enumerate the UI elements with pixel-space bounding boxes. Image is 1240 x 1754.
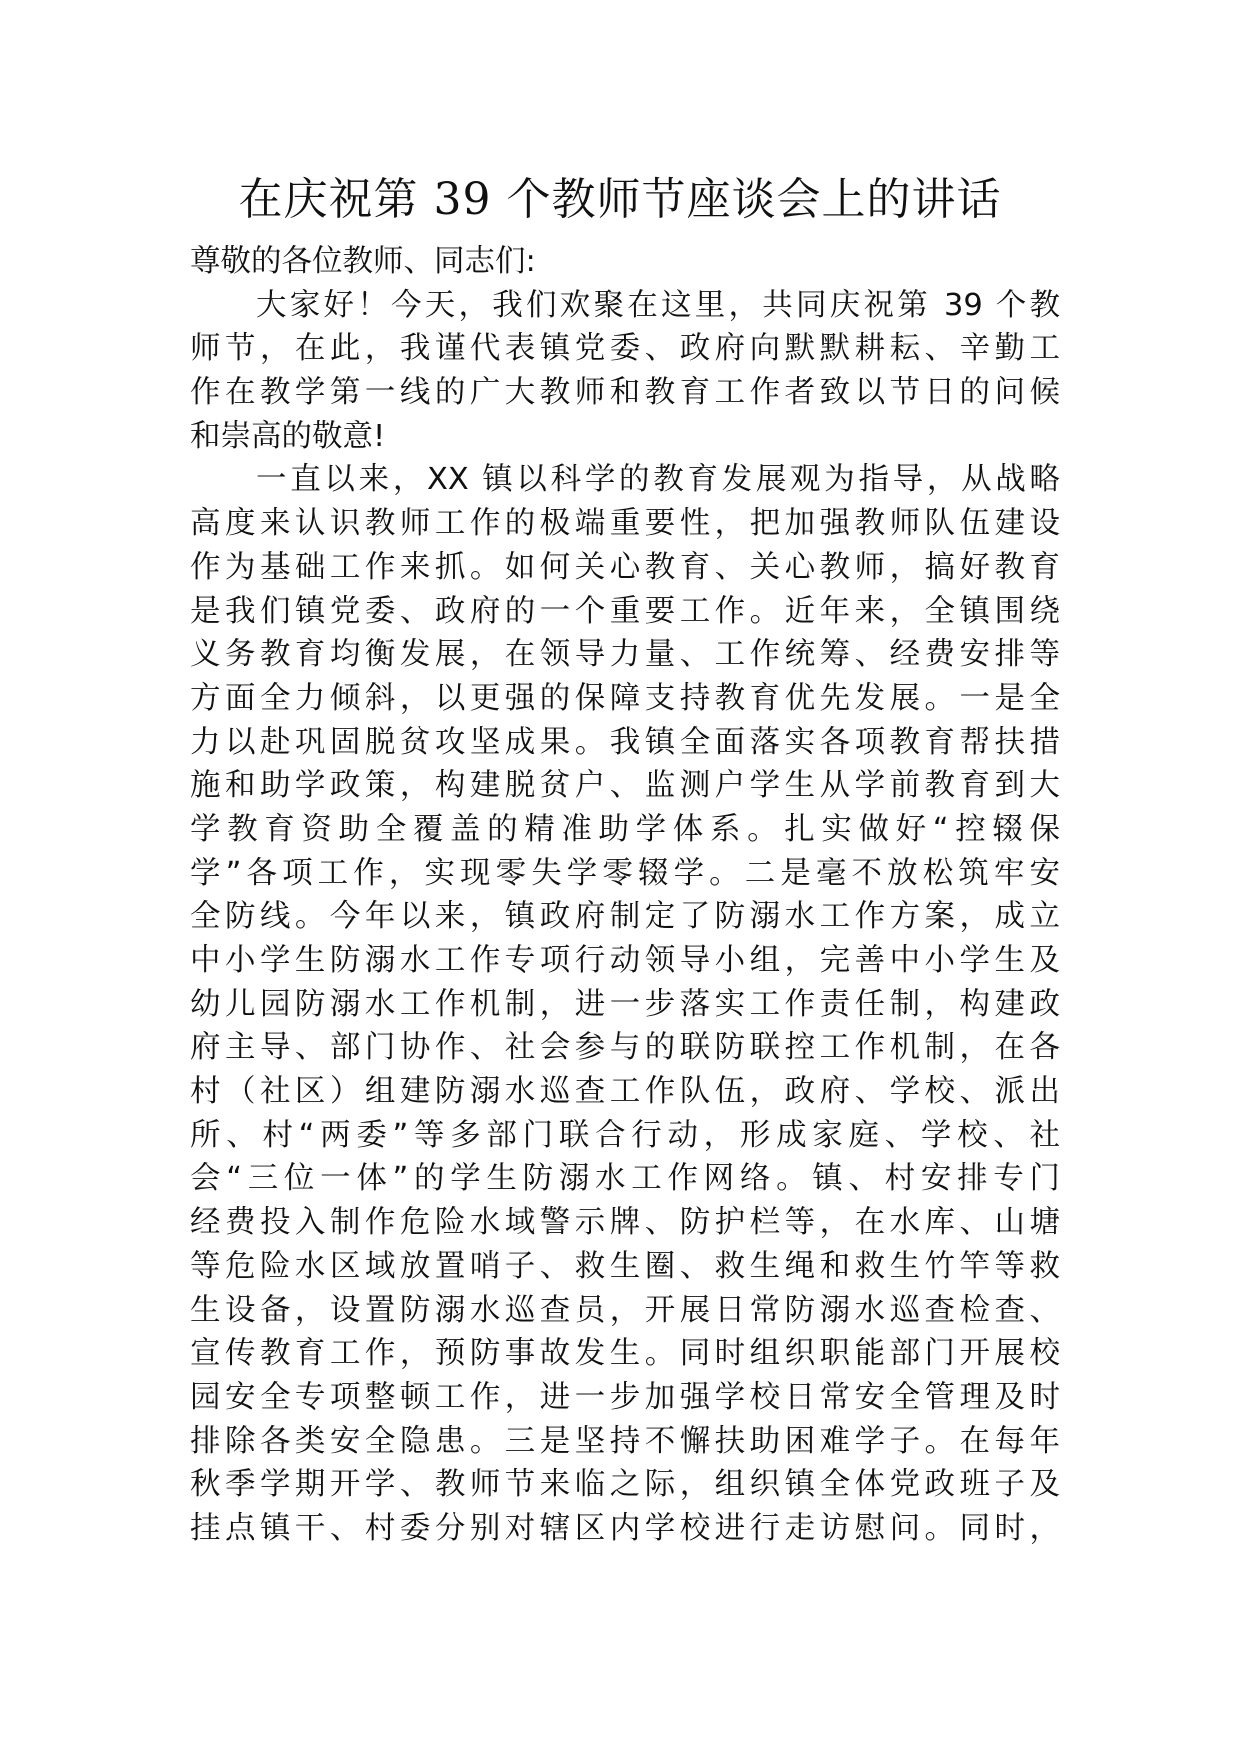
paragraph-line [190,1114,1060,1158]
paragraph-line [190,1245,1060,1289]
paragraph-line [190,1201,1060,1245]
line-text: 排除各类安全隐患。三是坚持不懈扶助困难学子。在每年 [190,1423,1060,1459]
document-title: 在庆祝第 39 个教师节座谈会上的讲话 [238,174,1002,225]
paragraph-line [190,1070,1060,1114]
line-text: 府主导、部门协作、社会参与的联防联控工作机制，在各 [190,1030,1060,1066]
line-text: 经费投入制作危险水域警示牌、防护栏等，在水库、山塘 [190,1205,1060,1241]
line-text: 高度来认识教师工作的极端重要性，把加强教师队伍建设 [190,506,1060,542]
paragraph-line [190,1157,1060,1201]
paragraph-line [190,633,1060,677]
paragraph-1 [190,284,1060,459]
line-text: 全防线。今年以来，镇政府制定了防溺水工作方案，成立 [190,899,1060,935]
line-text: 生设备，设置防溺水巡查员，开展日常防溺水巡查检查、 [190,1292,1060,1328]
paragraph-line [190,1026,1060,1070]
paragraph-line [190,1507,1060,1551]
line-text: 秋季学期开学、教师节来临之际，组织镇全体党政班子及 [190,1467,1060,1503]
salutation-line [190,240,1060,284]
paragraph-line [190,939,1060,983]
paragraph-line [190,1463,1060,1507]
paragraph-line [190,808,1060,852]
paragraph-line [190,371,1060,415]
line-text: 施和助学政策，构建脱贫户、监测户学生从学前教育到大 [190,768,1060,804]
line-text: 学”各项工作，实现零失学零辍学。二是毫不放松筑牢安 [190,855,1060,891]
line-text: 学教育资助全覆盖的精准助学体系。扎实做好“控辍保 [190,811,1060,847]
line-text: 所、村“两委”等多部门联合行动，形成家庭、学校、社 [190,1117,1060,1153]
paragraph-2 [190,458,1060,1550]
paragraph-line [190,677,1060,721]
paragraph-line [190,458,1060,502]
line-text: 园安全专项整顿工作，进一步加强学校日常安全管理及时 [190,1379,1060,1415]
line-text: 作在教学第一线的广大教师和教育工作者致以节日的问候 [190,375,1060,411]
line-text: 大家好！今天，我们欢聚在这里，共同庆祝第 39 个教 [256,287,1060,323]
line-text: 师节，在此，我谨代表镇党委、政府向默默耕耘、辛勤工 [190,331,1060,367]
paragraph-line [190,415,1060,459]
line-text: 和崇高的敬意! [190,418,386,454]
line-text: 宣传教育工作，预防事故发生。同时组织职能部门开展校 [190,1336,1060,1372]
paragraph-line [190,546,1060,590]
paragraph-line [190,502,1060,546]
line-text: 方面全力倾斜，以更强的保障支持教育优先发展。一是全 [190,680,1060,716]
line-text: 一直以来，XX 镇以科学的教育发展观为指导，从战略 [256,462,1060,498]
line-text: 幼儿园防溺水工作机制，进一步落实工作责任制，构建政 [190,986,1060,1022]
line-text: 作为基础工作来抓。如何关心教育、关心教师，搞好教育 [190,549,1060,585]
paragraph-line [190,721,1060,765]
line-text: 村（社区）组建防溺水巡查工作队伍，政府、学校、派出 [190,1074,1060,1110]
paragraph-line [190,1420,1060,1464]
line-text: 是我们镇党委、政府的一个重要工作。近年来，全镇围绕 [190,593,1060,629]
paragraph-line [190,764,1060,808]
paragraph-line [190,1332,1060,1376]
line-text: 会“三位一体”的学生防溺水工作网络。镇、村安排专门 [190,1161,1060,1197]
line-text: 力以赴巩固脱贫攻坚成果。我镇全面落实各项教育帮扶措 [190,724,1060,760]
paragraph-line [190,983,1060,1027]
paragraph-line [190,590,1060,634]
line-text: 挂点镇干、村委分别对辖区内学校进行走访慰问。同时， [190,1510,1060,1546]
paragraph-line [190,327,1060,371]
salutation-text: 尊敬的各位教师、同志们: [190,244,536,279]
paragraph-line [190,1376,1060,1420]
line-text: 义务教育均衡发展，在领导力量、工作统筹、经费安排等 [190,637,1060,673]
paragraph-line [190,284,1060,328]
line-text: 等危险水区域放置哨子、救生圈、救生绳和救生竹竿等救 [190,1248,1060,1284]
paragraph-line [190,1289,1060,1333]
document-body [190,240,1060,1551]
paragraph-line [190,852,1060,896]
paragraph-line [190,895,1060,939]
line-text: 中小学生防溺水工作专项行动领导小组，完善中小学生及 [190,943,1060,978]
